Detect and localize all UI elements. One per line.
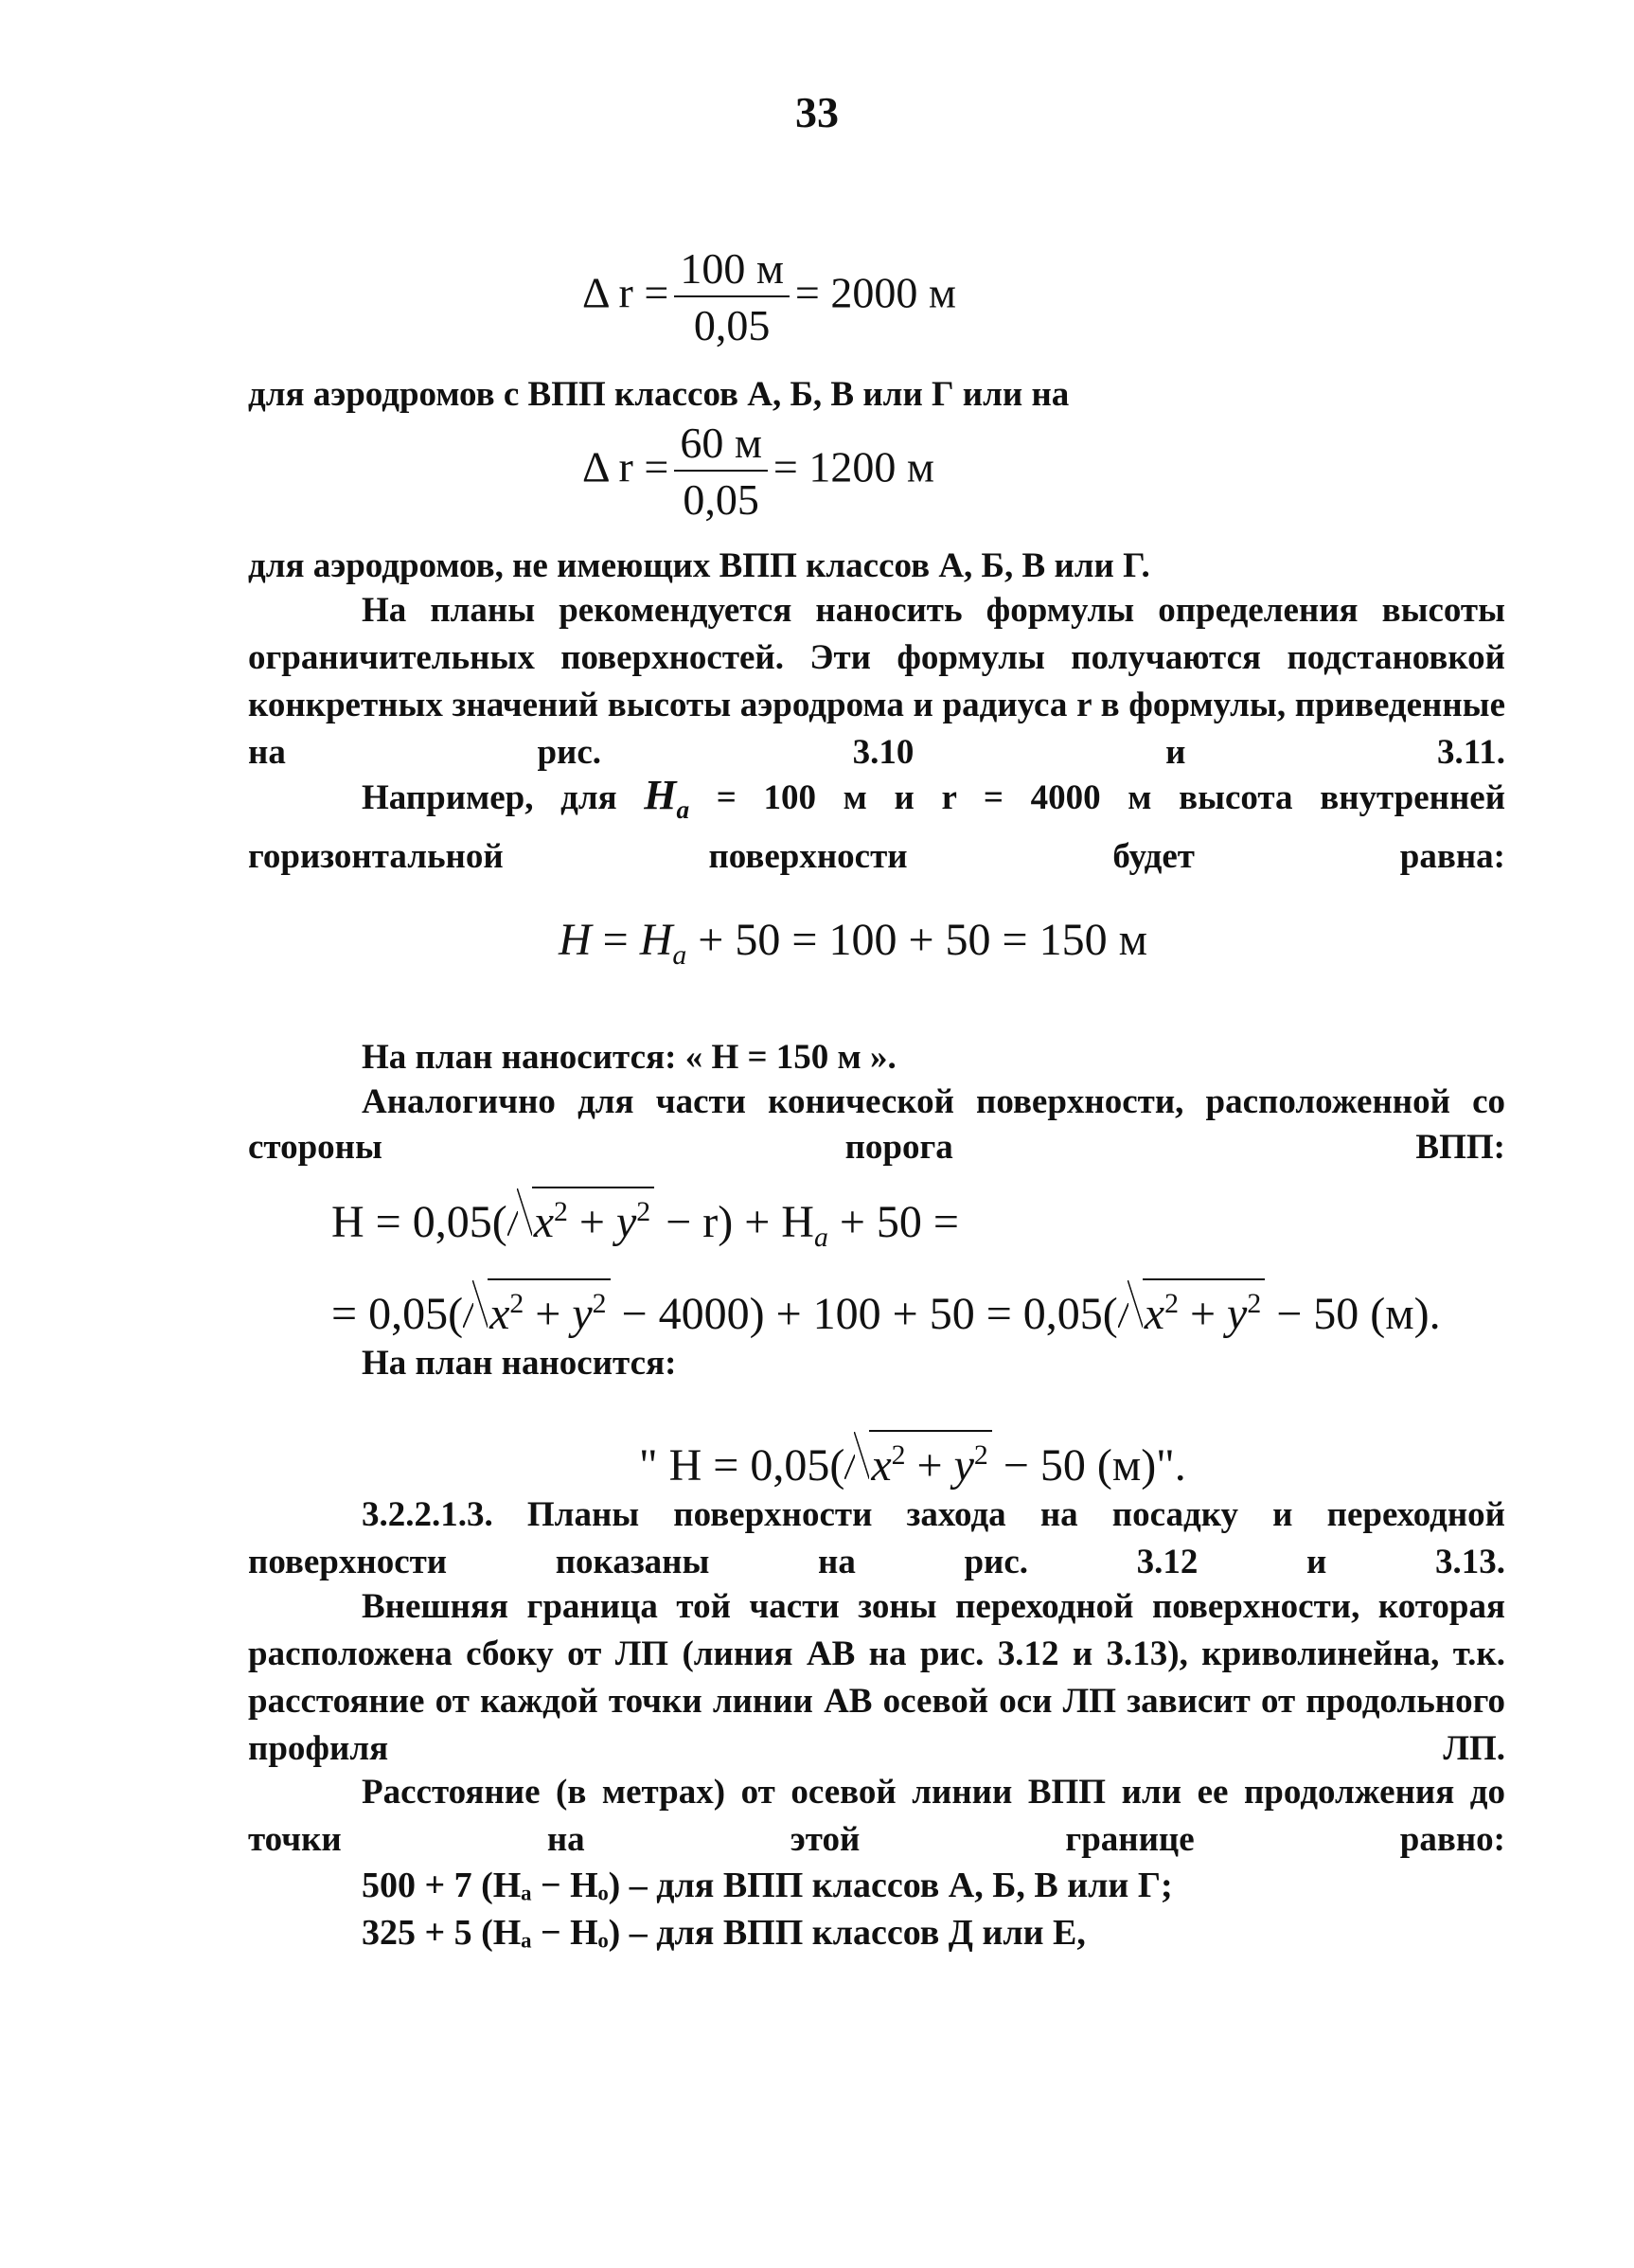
formula-line-abvg: 500 + 7 (Hₐ − Hₒ) – для ВПП классов А, Б, В или Г; xyxy=(362,1866,1173,1905)
equation-h-150: $H = H_a + 50 = 100 + 50 = 150$ м xyxy=(559,915,1147,971)
formula-line-de: 325 + 5 (Hₐ − Hₒ) – для ВПП классов Д или Е, xyxy=(362,1913,1086,1953)
sqrt: $x^2 + y^2$ xyxy=(532,1187,654,1246)
equation-plan-formula: " H = 0,05( $x^2 + y^2 - 50$ (м)". xyxy=(639,1430,1186,1492)
paragraph-section-3-2-2-1-3: 3.2.2.1.3. Планы поверхности захода на посадку и переходной поверхности показаны на рис. 3.12 и 3.13. xyxy=(248,1495,1505,1581)
fraction: $\frac{60 м}{0,05}$ xyxy=(674,419,768,525)
sqrt: $x^2 + y^2$ xyxy=(1143,1278,1265,1338)
equation-delta-r-1200: Δ r = $\frac{60 м}{0,05}$ = 1200 м xyxy=(582,419,934,524)
paragraph-outer-boundary: Внешняя граница той части зоны переходной поверхности, которая расположена сбоку от ЛП (линия АВ на рис. 3.12 и 3.13), криволинейна, т.к. расстояние от каждой точки линии АВ осевой оси ЛП зависит от продольного профиля ЛП. xyxy=(248,1587,1505,1768)
paragraph-conical-surface: Аналогично для части конической поверхности, расположенной со стороны порога ВПП: xyxy=(248,1082,1505,1167)
sqrt: $x^2 + y^2$ xyxy=(488,1278,610,1338)
paragraph-plan-h-150: На план наносится: « H = 150 м ». xyxy=(362,1038,897,1077)
sqrt: $x^2 + y^2$ xyxy=(869,1430,991,1490)
paragraph-vpp-classes: для аэродромов с ВПП классов А, Б, В или Г или на xyxy=(248,375,1070,414)
fraction: $\frac{100 м}{0,05}$ xyxy=(674,244,790,350)
equation-conical-general: H = 0,05( $x^2 + y^2 - r) + H_a + 50$ = xyxy=(331,1187,959,1264)
paragraph-plan-formula: На план наносится: xyxy=(362,1344,677,1383)
paragraph-example: Например, для $H_a = 100$ м и r = 4000 м высота внутренней горизонтальной поверхности будет равна: xyxy=(248,772,1506,876)
page-number: 33 xyxy=(795,88,839,136)
equation-delta-r-2000: Δ r = $\frac{100 м}{0,05}$ = 2000 м xyxy=(582,244,956,349)
paragraph-plans-formulas: На планы рекомендуется наносить формулы определения высоты ограничительных поверхностей. Эти формулы получаются подстановкой конкретных значений высоты аэродрома и радиуса r в формулы, приведенные на рис. 3.10 и 3.11. xyxy=(248,591,1505,772)
paragraph-distance: Расстояние (в метрах) от осевой линии ВПП или ее продолжения до точки на этой границе равно: xyxy=(248,1773,1505,1859)
equation-conical-specific: = 0,05( $x^2 + y^2 - 4000) + 100 + 50 = 0,05$( $x^2 + y^2 - 50$ (м). xyxy=(331,1278,1441,1341)
paragraph-no-vpp-classes: для аэродромов, не имеющих ВПП классов А, Б, В или Г. xyxy=(248,546,1150,585)
